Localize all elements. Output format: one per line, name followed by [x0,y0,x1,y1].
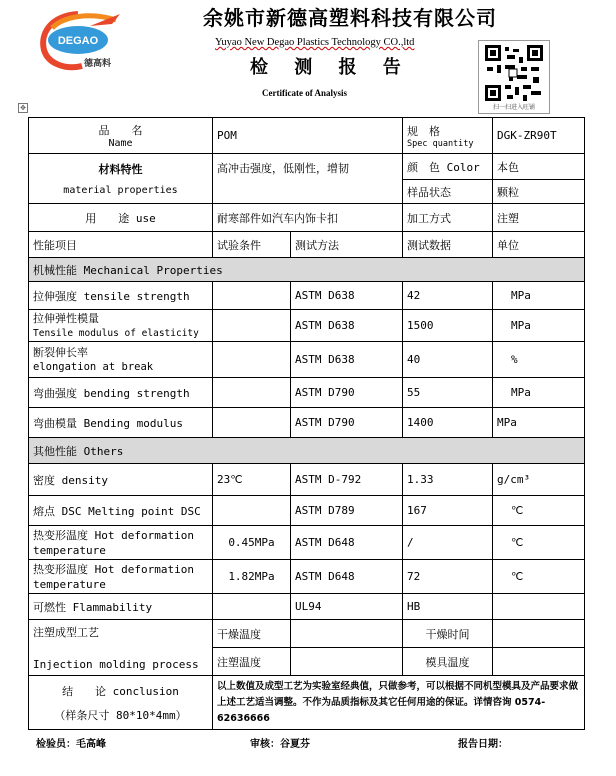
inspector: 检验员：毛高峰 [36,739,106,750]
molding-row-1 [29,620,585,648]
row-method: ASTM D790 [291,408,403,438]
section-title: 其他性能 Others [29,438,585,464]
sample-label: 样品状态 [403,180,493,204]
material-label-cn: 材料特性 [98,163,143,176]
row-item: 密度 density [29,464,213,496]
row-condition: 0.45MPa [213,526,291,560]
qr-caption: 扫一扫进入旺铺 [492,104,535,111]
conclusion-label [29,676,213,730]
sample-value: 颗粒 [493,180,585,204]
name-value: POM [213,118,403,154]
row-item-en: temperature [33,577,106,591]
row-unit: MPa [493,378,585,408]
sample-size: （样条尺寸 80*10*4mm） [54,708,187,722]
row-item-cn: 断裂伸长率 [33,345,88,359]
row-data: 40 [403,342,493,378]
row-item [29,560,213,594]
process-label: 加工方式 [403,204,493,232]
report-header [0,0,616,118]
row-condition [213,342,291,378]
row-method: ASTM D638 [291,342,403,378]
logo-text: DEGAO [57,35,99,47]
row-method: ASTM D790 [291,378,403,408]
row-unit: ℃ [493,560,585,594]
row-method: ASTM D638 [291,310,403,342]
row-unit: MPa [493,310,585,342]
logo-caption: 德高料 [84,59,112,69]
spec-label [403,118,493,154]
row-item [29,342,213,378]
mold-temp-value [493,648,585,676]
use-row [29,204,585,232]
use-value: 耐寒部件如汽车内饰卡扣 [213,204,403,232]
row-condition [213,282,291,310]
product-name-row [29,118,585,154]
material-label [29,154,213,204]
row-condition [213,378,291,408]
company-name-cn: 余姚市新德高塑料科技有限公司 [203,6,497,30]
table-row [29,560,585,594]
dry-temp-value [291,620,403,648]
row-condition [213,408,291,438]
molding-label [29,620,213,676]
row-item-cn: 热变形温度 Hot deformation [33,562,194,576]
row-method: ASTM D-792 [291,464,403,496]
row-unit: MPa [493,282,585,310]
row-data: 1500 [403,310,493,342]
table-row [29,342,585,378]
conclusion-note: 以上数值及成型工艺为实验室经典值，只做参考，可以根据不同机型模具及产品要求做上述工艺适当调整。不作为品质指标及其它任何用途的保证。详情咨询 0574-62636666 [213,676,585,730]
col-unit: 单位 [493,232,585,258]
mold-temp-label: 模具温度 [403,648,493,676]
row-data: / [403,526,493,560]
col-data: 测试数据 [403,232,493,258]
row-unit: g/cm³ [493,464,585,496]
row-method: UL94 [291,594,403,620]
name-label [29,118,213,154]
row-data: HB [403,594,493,620]
row-item-en: elongation at break [33,360,154,373]
section-title: 机械性能 Mechanical Properties [29,258,585,282]
row-data: 1400 [403,408,493,438]
section-others [29,438,585,464]
color-label: 颜 色 Color [403,154,493,180]
row-unit: % [493,342,585,378]
row-condition [213,496,291,526]
dry-time-label: 干燥时间 [403,620,493,648]
material-label-en: material properties [63,185,178,196]
inject-temp-label: 注塑温度 [213,648,291,676]
row-condition [213,310,291,342]
row-item: 弯曲模量 Bending modulus [29,408,213,438]
row-data: 72 [403,560,493,594]
row-unit: ℃ [493,496,585,526]
dry-temp-label: 干燥温度 [213,620,291,648]
row-item-en: Tensile modulus of elasticity [33,327,199,339]
color-value: 本色 [493,154,585,180]
dry-time-value [493,620,585,648]
analysis-table [28,117,585,730]
report-date-label: 报告日期： [458,739,508,750]
table-row [29,282,585,310]
row-unit [493,594,585,620]
row-method: ASTM D648 [291,526,403,560]
molding-label-en: Injection molding process [33,658,199,671]
row-item [29,310,213,342]
row-item: 拉伸强度 tensile strength [29,282,213,310]
table-row [29,378,585,408]
row-item [29,526,213,560]
row-item: 熔点 DSC Melting point DSC [29,496,213,526]
row-unit: MPa [493,408,585,438]
conclusion-row [29,676,585,730]
conclusion-label-text: 结 论 conclusion [62,684,179,698]
row-data: 42 [403,282,493,310]
name-label-cn: 品 名 [98,124,143,137]
row-condition [213,594,291,620]
table-row [29,464,585,496]
company-name-en: Yuyao New Degao Plastics Technology CO.,ltd [215,37,415,48]
row-item: 可燃性 Flammability [29,594,213,620]
qr-code-icon [485,45,543,101]
spec-label-en: Spec quantity [407,138,474,149]
table-move-handle-icon[interactable]: ✥ [18,103,28,113]
row-item-cn: 拉伸弹性模量 [33,311,99,325]
table-row [29,408,585,438]
table-row [29,496,585,526]
report-subtitle: Certificate of Analysis [262,88,347,98]
row-condition: 1.82MPa [213,560,291,594]
spec-value: DGK-ZR90T [493,118,585,154]
row-condition: 23℃ [213,464,291,496]
col-condition: 试验条件 [213,232,291,258]
name-label-en: Name [108,138,133,149]
col-item: 性能项目 [29,232,213,258]
row-method: ASTM D648 [291,560,403,594]
company-logo [30,6,126,76]
molding-label-cn: 注塑成型工艺 [33,626,99,639]
row-item-cn: 热变形温度 Hot deformation [33,528,194,542]
spec-label-cn: 规 格 [407,124,440,138]
row-unit: ℃ [493,526,585,560]
row-data: 167 [403,496,493,526]
row-data: 55 [403,378,493,408]
col-method: 测试方法 [291,232,403,258]
material-value: 高冲击强度，低刚性，增韧 [213,154,403,204]
row-item: 弯曲强度 bending strength [29,378,213,408]
report-title: 检 测 报 告 [250,57,411,78]
inject-temp-value [291,648,403,676]
row-item-en: temperature [33,543,106,557]
row-data: 1.33 [403,464,493,496]
table-row [29,526,585,560]
row-method: ASTM D638 [291,282,403,310]
qr-code [478,40,550,114]
process-value: 注塑 [493,204,585,232]
table-row [29,594,585,620]
row-method: ASTM D789 [291,496,403,526]
table-row [29,310,585,342]
reviewer: 审核：谷夏芬 [250,739,310,750]
section-mechanical [29,258,585,282]
material-row [29,154,585,180]
use-label: 用 途 use [29,204,213,232]
column-header-row [29,232,585,258]
